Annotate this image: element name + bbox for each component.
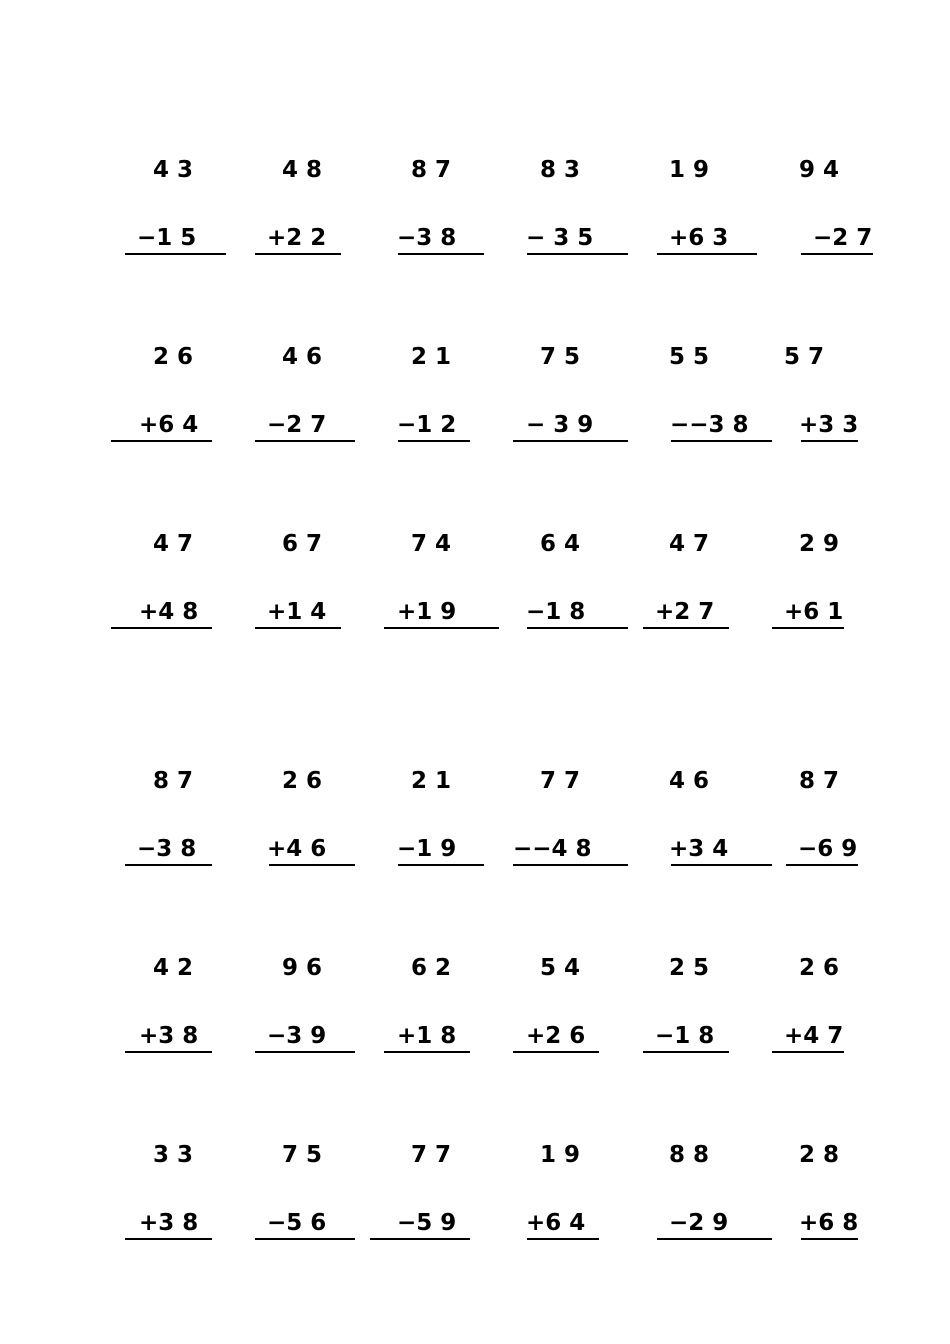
bottom-operand: −5 6 [267,1210,327,1236]
bottom-operand: −2 7 [813,225,873,251]
top-number: 5 4 [540,955,581,981]
top-number: 8 7 [411,157,452,183]
top-number: 7 7 [411,1142,452,1168]
bottom-operand: −1 8 [526,599,586,625]
top-number: 7 4 [411,531,452,557]
top-number: 4 7 [153,531,194,557]
bottom-operand: −1 2 [397,412,457,438]
answer-line [111,440,212,442]
bottom-operand: −1 5 [137,225,197,251]
answer-line [513,864,628,866]
top-number: 6 4 [540,531,581,557]
top-number: 2 5 [669,955,710,981]
answer-line [527,253,628,255]
answer-line [255,1051,355,1053]
answer-line [370,1238,470,1240]
answer-line [801,253,873,255]
bottom-operand: −2 7 [267,412,327,438]
top-number: 8 7 [153,768,194,794]
bottom-operand: +2 6 [526,1023,586,1049]
answer-line [125,1051,212,1053]
top-number: 2 8 [799,1142,840,1168]
bottom-operand: −1 8 [655,1023,715,1049]
answer-line [657,1238,772,1240]
answer-line [801,440,858,442]
bottom-operand: −6 9 [798,836,858,862]
problem-row-4 [0,766,950,876]
bottom-operand: +4 8 [139,599,199,625]
answer-line [111,627,212,629]
answer-line [125,864,212,866]
answer-line [643,1051,729,1053]
top-number: 7 5 [540,344,581,370]
top-number: 2 6 [282,768,323,794]
problem-row-1 [0,155,950,265]
bottom-operand: −5 9 [397,1210,457,1236]
top-number: 2 1 [411,344,452,370]
answer-line [125,253,226,255]
bottom-operand: +6 4 [526,1210,586,1236]
bottom-operand: −3 9 [267,1023,327,1049]
answer-line [125,1238,212,1240]
bottom-operand: +1 8 [397,1023,457,1049]
answer-line [398,440,470,442]
bottom-operand: +6 4 [139,412,199,438]
problem-row-2 [0,342,950,452]
bottom-operand: +2 7 [655,599,715,625]
top-number: 4 6 [282,344,323,370]
answer-line [527,627,628,629]
top-number: 8 8 [669,1142,710,1168]
answer-line [398,253,484,255]
answer-line [269,864,355,866]
answer-line [255,627,341,629]
bottom-operand: +3 8 [139,1210,199,1236]
bottom-operand: − 3 5 [526,225,594,251]
bottom-operand: −3 8 [137,836,197,862]
top-number: 3 3 [153,1142,194,1168]
top-number: 6 7 [282,531,323,557]
answer-line [384,1051,470,1053]
bottom-operand: +4 7 [784,1023,844,1049]
answer-line [513,440,628,442]
top-number: 8 7 [799,768,840,794]
top-number: 9 6 [282,955,323,981]
bottom-operand: −−3 8 [670,412,749,438]
top-number: 7 5 [282,1142,323,1168]
top-number: 1 9 [540,1142,581,1168]
answer-line [657,253,757,255]
top-number: 2 9 [799,531,840,557]
answer-line [513,1051,599,1053]
top-number: 4 7 [669,531,710,557]
answer-line [772,627,844,629]
bottom-operand: −−4 8 [513,836,592,862]
answer-line [398,864,484,866]
answer-line [643,627,729,629]
problem-row-3 [0,529,950,639]
answer-line [255,440,355,442]
top-number: 9 4 [799,157,840,183]
top-number: 5 5 [669,344,710,370]
answer-line [384,627,499,629]
top-number: 4 3 [153,157,194,183]
answer-line [255,253,341,255]
bottom-operand: +6 3 [669,225,729,251]
top-number: 4 6 [669,768,710,794]
top-number: 2 1 [411,768,452,794]
bottom-operand: +6 1 [784,599,844,625]
bottom-operand: −2 9 [669,1210,729,1236]
bottom-operand: −1 9 [397,836,457,862]
bottom-operand: +1 4 [267,599,327,625]
top-number: 1 9 [669,157,710,183]
bottom-operand: +3 8 [139,1023,199,1049]
answer-line [527,1238,599,1240]
problem-row-6 [0,1140,950,1250]
top-number: 4 8 [282,157,323,183]
top-number: 6 2 [411,955,452,981]
bottom-operand: − 3 9 [526,412,594,438]
problem-row-5 [0,953,950,1063]
top-number: 2 6 [799,955,840,981]
bottom-operand: +3 3 [799,412,859,438]
top-number: 4 2 [153,955,194,981]
bottom-operand: +2 2 [267,225,327,251]
bottom-operand: +4 6 [267,836,327,862]
answer-line [772,1051,844,1053]
answer-line [671,440,772,442]
bottom-operand: +6 8 [799,1210,859,1236]
answer-line [671,864,772,866]
answer-line [786,864,858,866]
bottom-operand: +1 9 [397,599,457,625]
top-number: 5 7 [784,344,825,370]
answer-line [801,1238,858,1240]
answer-line [255,1238,355,1240]
bottom-operand: +3 4 [669,836,729,862]
top-number: 7 7 [540,768,581,794]
top-number: 8 3 [540,157,581,183]
bottom-operand: −3 8 [397,225,457,251]
top-number: 2 6 [153,344,194,370]
